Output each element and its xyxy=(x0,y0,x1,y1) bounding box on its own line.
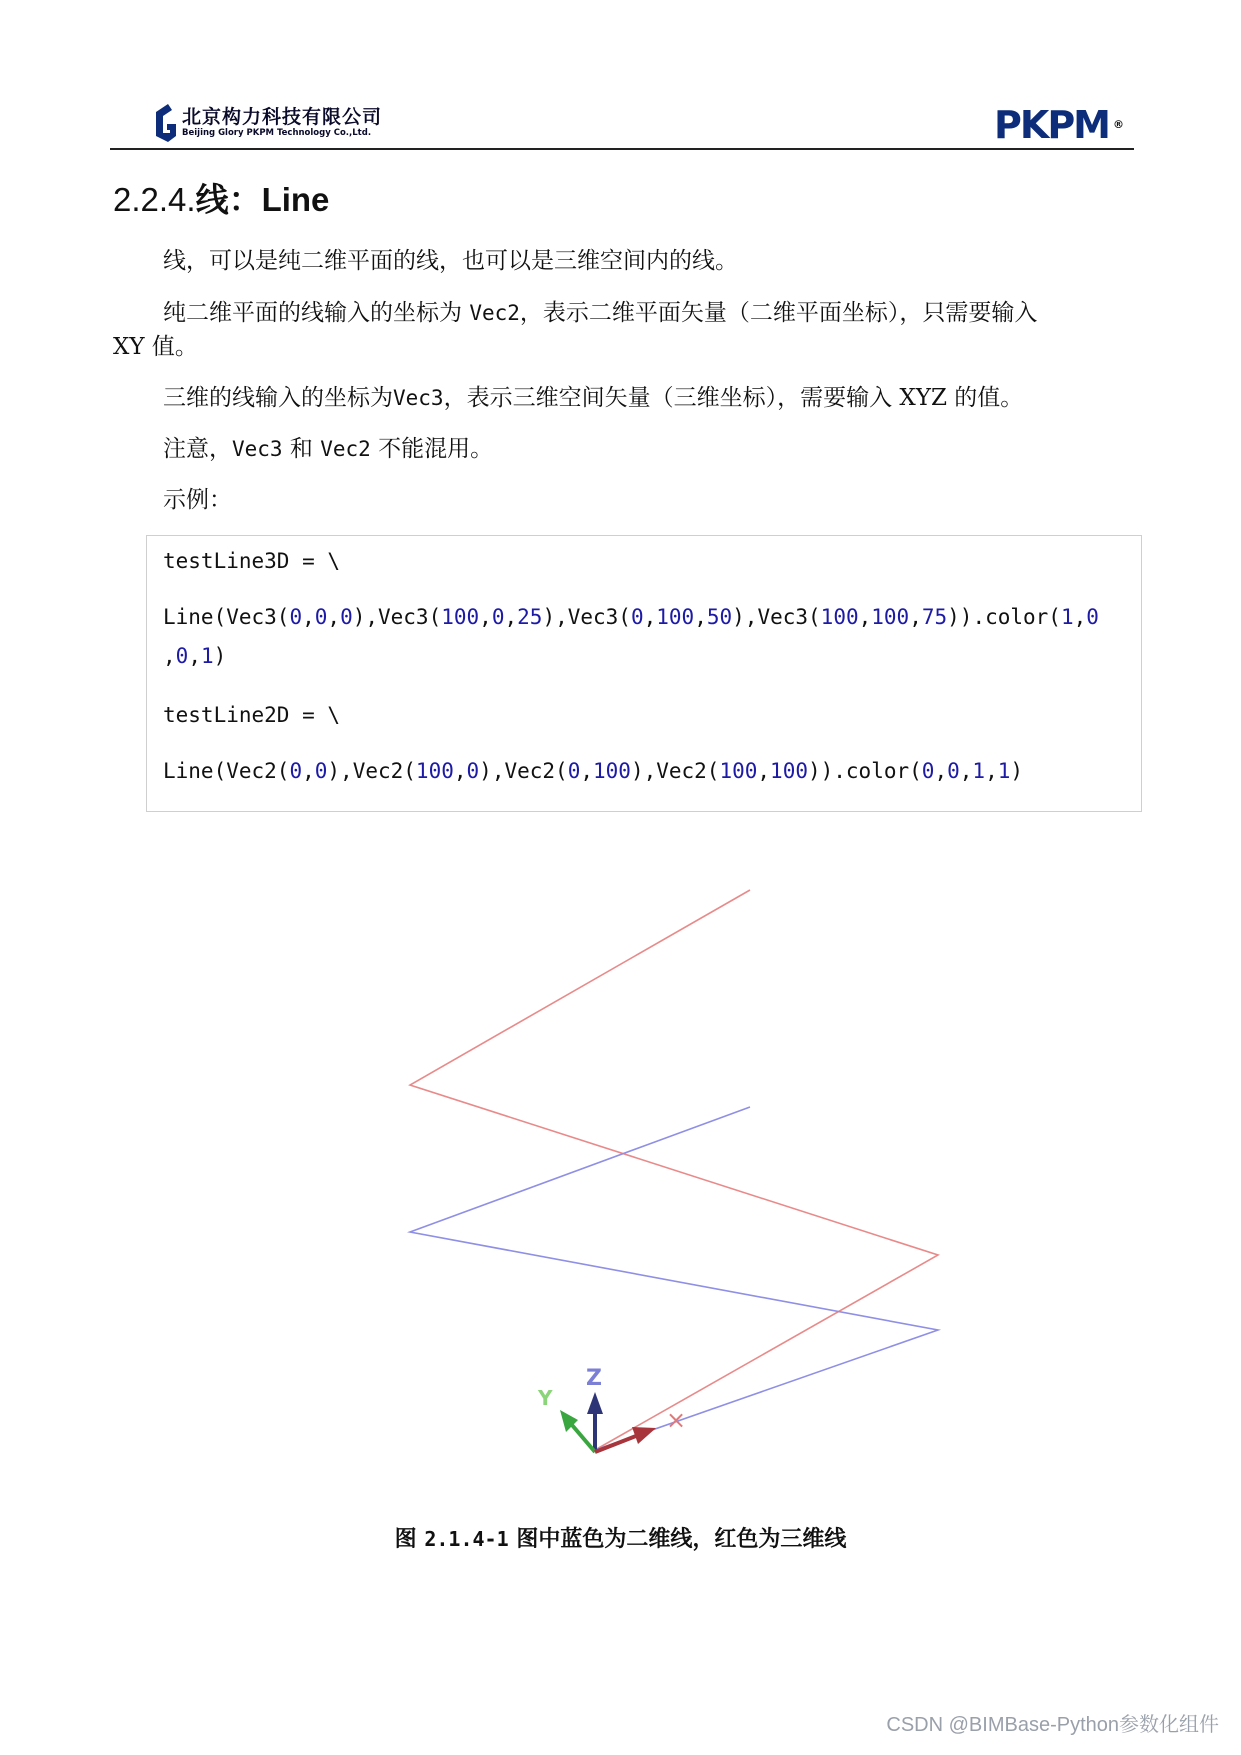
code-line-4: Line(Vec2(0,0),Vec2(100,0),Vec2(0,100),Vec2(100,100)).color(0,0,1,1) xyxy=(163,759,1024,783)
section-number: 2.2.4. xyxy=(113,181,196,218)
watermark: CSDN @BIMBase-Python参数化组件 xyxy=(886,1714,1219,1736)
brand-text: PKPM xyxy=(994,103,1109,147)
section-title-en: Line xyxy=(261,181,330,218)
company-name-cn: 北京构力科技有限公司 xyxy=(182,106,383,128)
paragraph-2-text-b: ，表示二维平面矢量（二维平面坐标），只需要输入 xyxy=(519,300,1038,326)
company-name-en: Beijing Glory PKPM Technology Co.,Ltd. xyxy=(182,128,372,138)
paragraph-4-text-b: 和 xyxy=(282,436,321,462)
paragraph-4-text-c: 不能混用。 xyxy=(370,436,494,462)
code-line-2-wrap: ,0,1) xyxy=(163,644,227,668)
paragraph-2-text-a: 纯二维平面的线输入的坐标为 xyxy=(163,300,462,326)
inline-code-vec3: Vec3 xyxy=(393,386,444,410)
code-line-1: testLine3D = \ xyxy=(163,549,341,573)
paragraph-3-text-a: 三维的线输入的坐标为 xyxy=(163,385,393,411)
paragraph-2-text-c: XY 值。 xyxy=(113,334,198,360)
red-3d-line xyxy=(410,890,938,1450)
code-line-3: testLine2D = \ xyxy=(163,703,341,727)
paragraph-3-text-b: ，表示三维空间矢量（三维坐标），需要输入 XYZ 的值。 xyxy=(443,385,1024,411)
section-title-cn: 线： xyxy=(195,181,262,218)
inline-code-vec2: Vec2 xyxy=(469,301,520,325)
y-axis-line xyxy=(572,1425,595,1452)
caption-text: 图中蓝色为二维线，红色为三维线 xyxy=(516,1526,847,1552)
z-axis-arrow-icon xyxy=(587,1392,603,1414)
paragraph-5-text: 示例： xyxy=(163,487,232,513)
registered-mark: ® xyxy=(1113,118,1124,131)
inline-code-vec3-2: Vec3 xyxy=(232,437,283,461)
code-line-2: Line(Vec3(0,0,0),Vec3(100,0,25),Vec3(0,100,50),Vec3(100,100,75)).color(1,0 xyxy=(163,605,1099,629)
paragraph-4-text-a: 注意， xyxy=(163,436,232,462)
caption-number: 2.1.4-1 xyxy=(424,1527,509,1551)
paragraph-1-text: 线，可以是纯二维平面的线，也可以是三维空间内的线。 xyxy=(163,248,738,274)
inline-code-vec2-2: Vec2 xyxy=(320,437,371,461)
axis-label-y: Y xyxy=(538,1386,553,1410)
caption-prefix: 图 xyxy=(394,1526,417,1552)
figure-caption xyxy=(0,1522,1241,1553)
x-axis-arrow-icon xyxy=(632,1427,656,1444)
axis-label-x: × xyxy=(666,1406,687,1434)
blue-2d-line xyxy=(410,1107,938,1450)
axis-label-z: Z xyxy=(586,1366,602,1391)
